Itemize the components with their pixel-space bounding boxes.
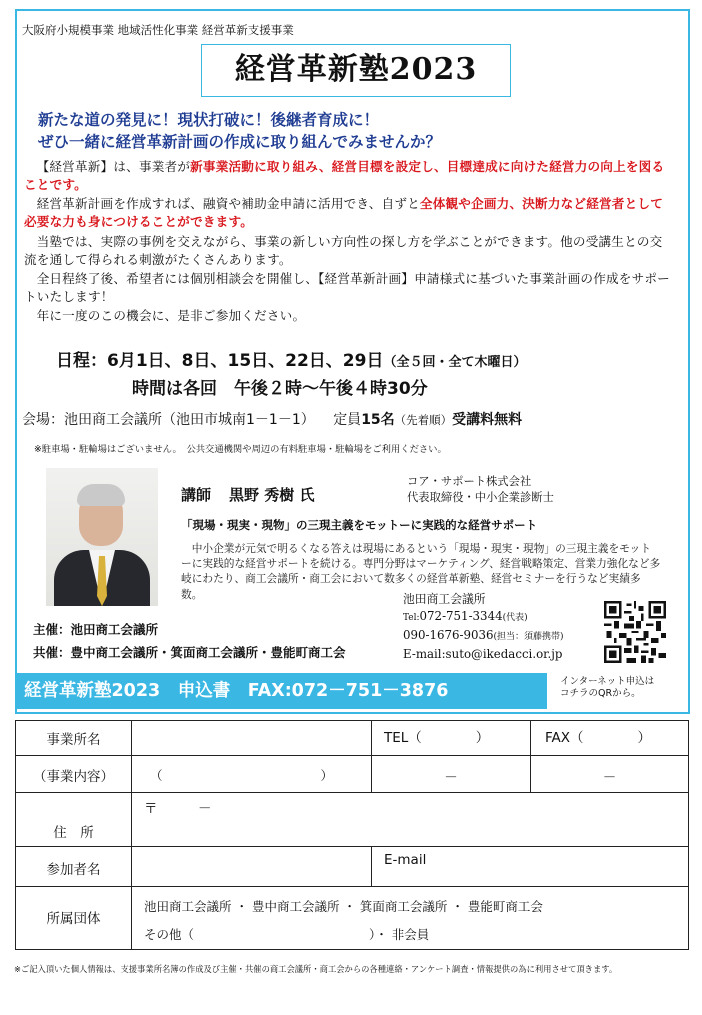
dates-note: （全５回・全て木曜日） [383,355,527,370]
contact-block [403,591,564,663]
intro-paragraph-3: 当塾では、実際の事例を交えながら、事業の新しい方向性の探し方を学ぶことができます。他の受講生との交流を通して得られる刺激がたくさんあります。 [24,234,663,267]
fee-label: 受講料無料 [452,412,523,428]
application-form [15,720,689,950]
org-line: 大阪府小規模事業 地域活性化事業 経営革新支援事業 [22,23,294,37]
affiliation-options[interactable]: 池田商工会議所 ・ 豊中商工会議所 ・ 箕面商工会議所 ・ 豊能町商工会 [144,899,543,914]
participant-label: 参加者名 [16,847,132,887]
schedule-dates [56,346,526,371]
address-field[interactable]: 〒 － [132,793,689,847]
lecturer-motto: 「現場・現実・現物」の三現主義をモットーに実践的な経営サポート [181,518,538,532]
host-organizer: 主催：池田商工会議所 [33,622,159,637]
catchphrase-line-1: 新たな道の発見に！現状打破に！後継者育成に！ [38,111,380,129]
business-name-field[interactable] [132,721,372,756]
application-banner: 経営革新塾2023 申込書 FAX:072－751－3876 [15,673,547,709]
venue-line [22,409,522,429]
tel-note: (代表) [502,613,528,623]
tel-field-label[interactable]: TEL（ ） [372,721,531,756]
benefit-text: 経営革新計画を作成すれば、融資や補助金申請に活用でき、自ずと [36,196,420,211]
parking-note: ※駐車場・駐輪場はございません。 公共交通機関や周辺の有料駐車場・駐輪場をご利用ください。 [34,444,447,455]
dates-text: 日程：6月1日、8日、15日、22日、29日 [56,351,384,371]
lecturer-company: コア・サポート株式会社 [407,475,532,488]
lecturer-profile: 中小企業が元気で明るくなる答えは現場にあるという「現場・現実・現物」の三現主義をモットーに実践的な経営サポートを続ける。専門分野はマーケティング、経営戦略策定、営業力強化など多岐にわたり、商工会議所・商工会において数多くの経営革新塾、経営セミナーを行うなど実績多数。 [181,542,661,601]
intro-emphasis: 新事業活動に取り組み、経営目標を設定し、目標達成に向けた経営力の向上を図ることです。 [24,159,665,192]
paren-open: （ [150,768,163,783]
cohost-organizers: 共催：豊中商工会議所・箕面商工会議所・豊能町商工会 [33,645,346,660]
business-name-label: 事業所名 [16,721,132,756]
schedule-time: 時間は各回 午後２時～午後４時30分 [132,379,428,399]
capacity-label: 定員 [333,412,362,428]
business-content-field[interactable] [132,756,372,793]
affiliation-other[interactable]: その他（ ）・ 非会員 [144,927,430,942]
intro-paragraph-5: 年に一度のこの機会に、是非ご参加ください。 [36,308,306,323]
catchphrase-line-2: ぜひ一緒に経営革新計画の作成に取り組んでみませんか？ [38,133,442,151]
intro-paragraph-4: 全日程終了後、希望者には個別相談会を開催し、【経営革新計画】申請様式に基づいた事業計画の作成をサポートいたします！ [24,271,670,304]
flyer-title: 経営革新塾2023 [201,44,511,97]
privacy-note: ※ご記入頂いた個人情報は、支援事業所名簿の作成及び主催・共催の商工会議所・商工会からの各種連絡・アンケート調査・情報提供の為に利用させて頂きます。 [14,964,618,974]
paren-close: ） [320,768,334,783]
intro-text: 【経営革新】は、事業者が [36,159,191,174]
lecturer-affiliation [407,474,554,506]
tel-number-field[interactable]: － [372,756,531,793]
fax-number-field[interactable]: － [531,756,689,793]
intro-paragraph-2 [24,195,674,230]
venue-label: 会場：池田商工会議所（池田市城南1－1－1） [22,412,315,428]
participant-field[interactable] [132,847,372,887]
lecturer-role: 講師 [181,486,212,504]
intro-paragraph-1 [24,158,674,193]
contact-mobile: 090-1676-9036 [403,628,494,642]
tel-label: Tel: [403,613,420,623]
affiliation-field[interactable] [132,887,689,950]
capacity-note: （先着順） [394,413,453,427]
email-field[interactable]: E-mail [372,847,689,887]
qr-code-icon[interactable] [604,601,666,663]
fax-field-label[interactable]: FAX（ ） [531,721,689,756]
capacity-number: 15名 [361,412,395,428]
contact-tel: 072-751-3344 [419,609,503,623]
affiliation-label: 所属団体 [16,887,132,950]
mobile-note: (担当：須藤携帯) [493,632,564,642]
internet-note [560,676,654,700]
internet-note-line-2: コチラのQRから。 [560,688,641,699]
address-label: 住 所 [16,793,132,847]
lecturer-photo [46,468,158,606]
contact-org: 池田商工会議所 [403,592,486,606]
lecturer-heading [181,484,314,505]
contact-email[interactable]: E-mail:suto@ikedacci.or.jp [403,647,563,661]
lecturer-name: 黒野 秀樹 氏 [229,486,315,504]
business-content-label: （事業内容） [16,756,132,793]
benefit-emphasis: 全体観や企画力、決断力など経営者として必要な力も身につけることができます。 [24,196,663,229]
lecturer-position: 代表取締役・中小企業診断士 [407,491,554,504]
internet-note-line-1: インターネット申込は [560,676,655,687]
